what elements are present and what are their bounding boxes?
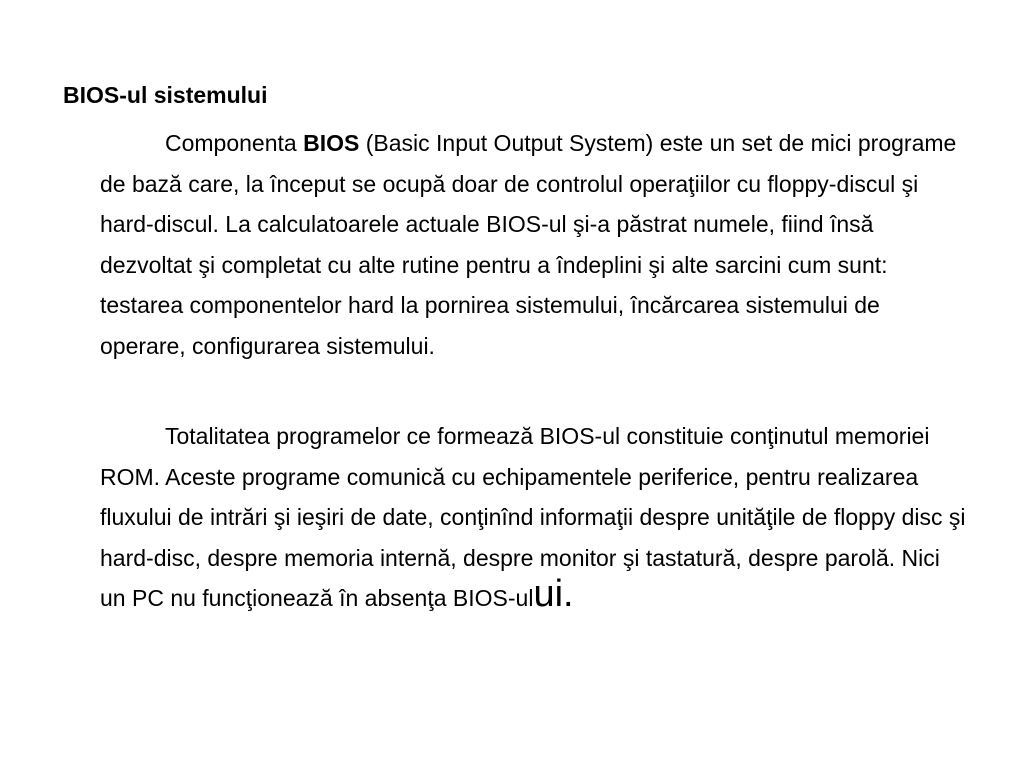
paragraph-2-body: Totalitatea programelor ce formează BIOS-ul constituie conţinutul memoriei ROM. Aceste programe comunică cu echipamentele periferice, pentru realizarea fluxului de intrări şi ieşiri de date, conţinînd informaţii despre unităţile de floppy disc şi hard-disc, despre memoria internă, despre monitor şi tastatură, despre parolă. Nici un PC nu funcţionează în absenţa BIOS-ul <box>100 423 966 612</box>
section-heading: BIOS-ul sistemului <box>63 82 268 108</box>
paragraph-1-body: (Basic Input Output System) este un set de mici programe de bază care, la început se ocupă doar de controlul operaţiilor cu floppy-discul şi hard-discul. La calculatoarele actuale BIOS-ul şi-a păstrat numele, fiind însă dezvoltat şi completat cu alte rutine pentru a îndeplini şi alte sarcini cum sunt: testarea componentelor hard la pornirea sistemului, încărcarea sistemului de operare, configurarea sistemului. <box>100 130 957 359</box>
paragraph-1-lead: Componenta <box>165 130 304 156</box>
paragraph-bios-rom <box>100 416 970 619</box>
bios-bold-term: BIOS <box>303 130 360 156</box>
paragraph-2-large-tail: ui. <box>533 573 574 616</box>
paragraph-bios-definition <box>100 123 970 367</box>
